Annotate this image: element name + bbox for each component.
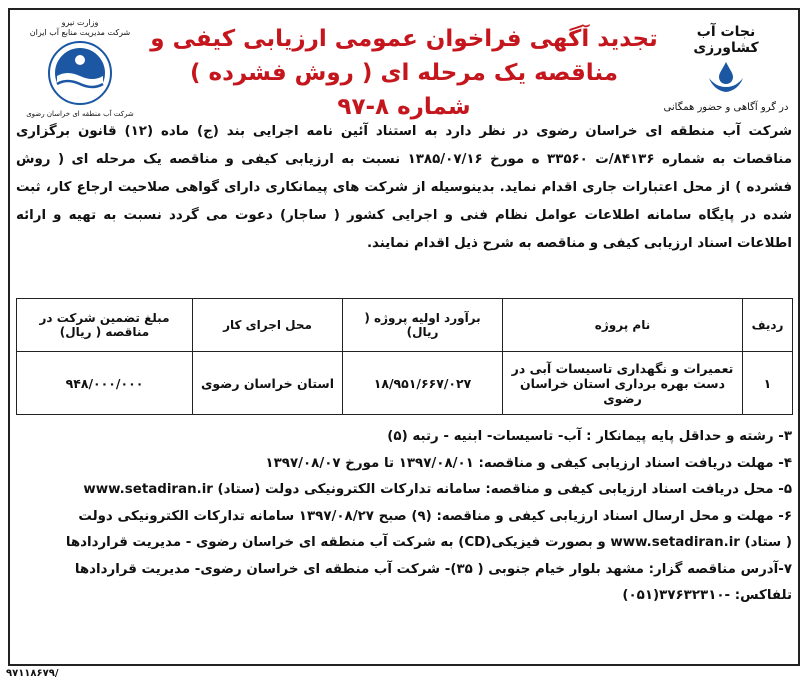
hands-water-drop-icon (706, 60, 746, 96)
list-item: تلفاکس: -۳۷۶۳۲۳۱۰(۰۵۱) (622, 588, 792, 603)
header-location: محل اجرای کار (193, 299, 343, 352)
intro-line: محل اعتبارات جاری اقدام نماید. بدینوسیله از شرکت های پیمانکاری دارای گواهی صلاحیت ارجاع کار، ثبت شده در (16, 180, 792, 223)
table-row (17, 352, 793, 415)
header-initial-estimate: برآورد اولیه پروژه ( ریال) (343, 299, 503, 352)
cell-location: استان خراسان رضوی (193, 352, 343, 415)
brand-name: نجات آب کشاورزی (693, 24, 759, 56)
cell-guarantee-amount: ۹۴۸/۰۰۰/۰۰۰ (17, 352, 193, 415)
title-line-1: تجدید آگهی فراخوان عمومی ارزیابی کیفی و (150, 26, 658, 52)
intro-line: به شماره ۸۴۱۳۶/ت ۳۳۵۶۰ ه مورخ ۱۳۸۵/۰۷/۱۶ نسبت به ارزیابی کیفی و مناقصه یک مرحله ای ( روش فشرده ) از (16, 152, 792, 195)
intro-line: پایگاه سامانه اطلاعات عوامل نظام فنی و اجرایی کشور ( ساجار) دعوت می گردد نسبت به تهیه و ارائه اطلاعات اسناد (16, 208, 792, 251)
intro-line: ارزیابی کیفی و مناقصه به شرح ذیل اقدام نمایند. (366, 236, 693, 251)
list-item: ( ستاد) www.setadiran.ir و بصورت فیزیکی(CD) به شرکت آب منطقه ای خراسان رضوی - مدیریت قراردادها (65, 535, 792, 550)
brand-logo (662, 18, 790, 113)
brand-tagline: در گرو آگاهی و حضور همگانی (663, 102, 789, 113)
ad-title (150, 22, 658, 124)
header-row-number: ردیف (743, 299, 793, 352)
list-item: ۴- مهلت دریافت اسناد ارزیابی کیفی و مناقصه: ۱۳۹۷/۰۸/۰۱ تا مورخ ۱۳۹۷/۰۸/۰۷ (265, 455, 792, 471)
table-header-row (17, 299, 793, 352)
cell-row-number: ۱ (743, 352, 793, 415)
intro-paragraph (16, 118, 792, 258)
tender-details-list (16, 424, 792, 610)
cell-initial-estimate: ۱۸/۹۵۱/۶۶۷/۰۲۷ (343, 352, 503, 415)
list-item: ۶- مهلت و محل ارسال اسناد ارزیابی کیفی و مناقصه: (۹) صبح ۱۳۹۷/۰۸/۲۷ سامانه تدارکات الکترونیکی دولت (78, 508, 792, 524)
list-item: ۷-آدرس مناقصه گزار: مشهد بلوار خیام جنوبی ( ۳۵)- شرکت آب منطقه ای خراسان رضوی- مدیریت قراردادها (74, 561, 792, 577)
seal-bottom-text: شرکت آب منطقه ای خراسان رضوی (26, 110, 134, 118)
footer-code: ۹۷۱۱۸۶۷۹/ (6, 668, 59, 679)
tender-table (16, 298, 793, 415)
header-project-name: نام پروژه (503, 299, 743, 352)
intro-line: شرکت آب منطقه ای خراسان رضوی در نظر دارد به استناد آئین نامه اجرایی بند (ج) ماده (۱۲) قانون برگزاری مناقصات (16, 124, 792, 167)
seal-top-text: وزارت نیرو شرکت مدیریت منابع آب ایران (29, 18, 131, 37)
list-item: ۳- رشته و حداقل پایه پیمانکار : آب- تاسیسات- ابنیه - رتبه (۵) (387, 429, 792, 444)
list-item: ۵- محل دریافت اسناد ارزیابی کیفی و مناقصه: سامانه تدارکات الکترونیکی دولت (ستاد) www.setadiran.ir (83, 482, 792, 497)
title-line-2: مناقصه یک مرحله ای ( روش فشرده ) شماره ۸-۹۷ (189, 60, 619, 120)
cell-project-name: تعمیرات و نگهداری تاسیسات آبی در دست بهره برداری استان خراسان رضوی (503, 352, 743, 415)
water-waves-seal-icon (47, 40, 113, 106)
header-guarantee-amount: مبلغ تضمین شرکت در مناقصه ( ریال) (17, 299, 193, 352)
organization-seal (16, 18, 144, 118)
